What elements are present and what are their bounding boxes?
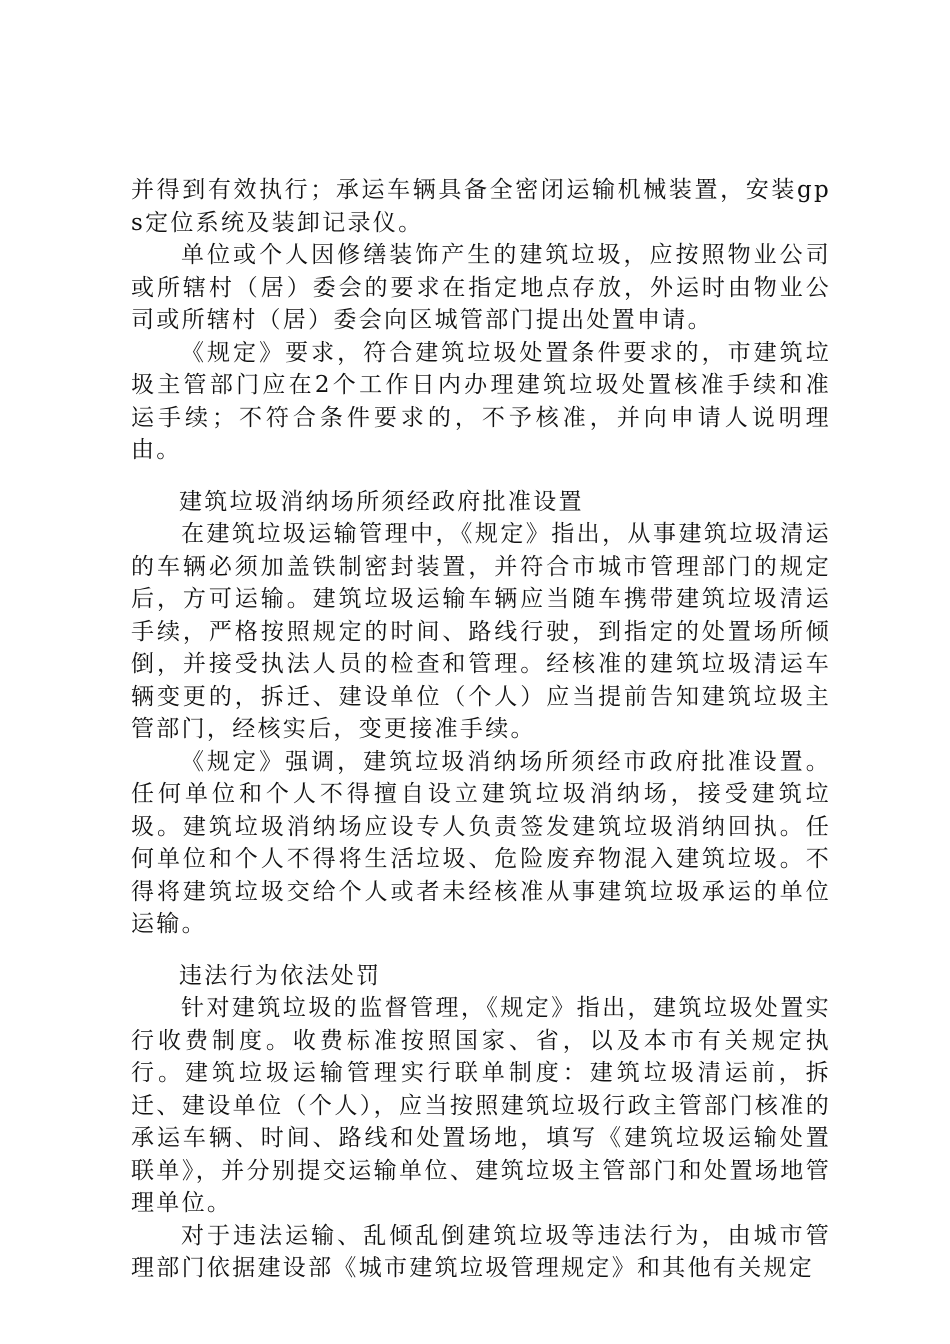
paragraph-disposal-sites: 《规定》强调，建筑垃圾消纳场所须经市政府批准设置。任何单位和个人不得擅自设立建筑垃圾消纳场，接受建筑垃圾。建筑垃圾消纳场应设专人负责签发建筑垃圾消纳回执。任何单位和个人不得将生活垃圾、危险废弃物混入建筑垃圾。不得将建筑垃圾交给个人或者未经核准从事建筑垃圾承运的单位运输。 [131, 748, 831, 937]
paragraph-continued: 并得到有效执行；承运车辆具备全密闭运输机械装置，安装gps定位系统及装卸记录仪。 [131, 177, 831, 236]
document-body [131, 174, 831, 1285]
paragraph-transport-management: 在建筑垃圾运输管理中，《规定》指出，从事建筑垃圾清运的车辆必须加盖铁制密封装置，并符合市城市管理部门的规定后，方可运输。建筑垃圾运输车辆应当随车携带建筑垃圾清运手续，严格按照规定的时间、路线行驶，到指定的处置场所倾倒，并接受执法人员的检查和管理。经核准的建筑垃圾清运车辆变更的，拆迁、建设单位（个人）应当提前告知建筑垃圾主管部门，经核实后，变更接准手续。 [131, 521, 831, 742]
section-heading-penalties: 违法行为依法处罚 [179, 962, 382, 989]
paragraph-fee-system: 针对建筑垃圾的监督管理，《规定》指出，建筑垃圾处置实行收费制度。收费标准按照国家、省，以及本市有关规定执行。建筑垃圾运输管理实行联单制度：建筑垃圾清运前，拆迁、建设单位（个人），应当按照建筑垃圾行政主管部门核准的承运车辆、时间、路线和处置场地，填写《建筑垃圾运输处置联单》，并分别提交运输单位、建筑垃圾主管部门和处置场地管理单位。 [131, 995, 831, 1216]
section-heading-disposal-sites: 建筑垃圾消纳场所须经政府批准设置 [179, 488, 584, 515]
paragraph-approval-procedure: 《规定》要求，符合建筑垃圾处置条件要求的，市建筑垃圾主管部门应在2个工作日内办理建筑垃圾处置核准手续和准运手续；不符合条件要求的，不予核准，并向申请人说明理由。 [131, 339, 831, 463]
paragraph-renovation-waste: 单位或个人因修缮装饰产生的建筑垃圾，应按照物业公司或所辖村（居）委会的要求在指定地点存放，外运时由物业公司或所辖村（居）委会向区城管部门提出处置申请。 [131, 242, 831, 333]
paragraph-violations: 对于违法运输、乱倾乱倒建筑垃圾等违法行为，由城市管理部门依据建设部《城市建筑垃圾管理规定》和其他有关规定 [131, 1222, 831, 1281]
